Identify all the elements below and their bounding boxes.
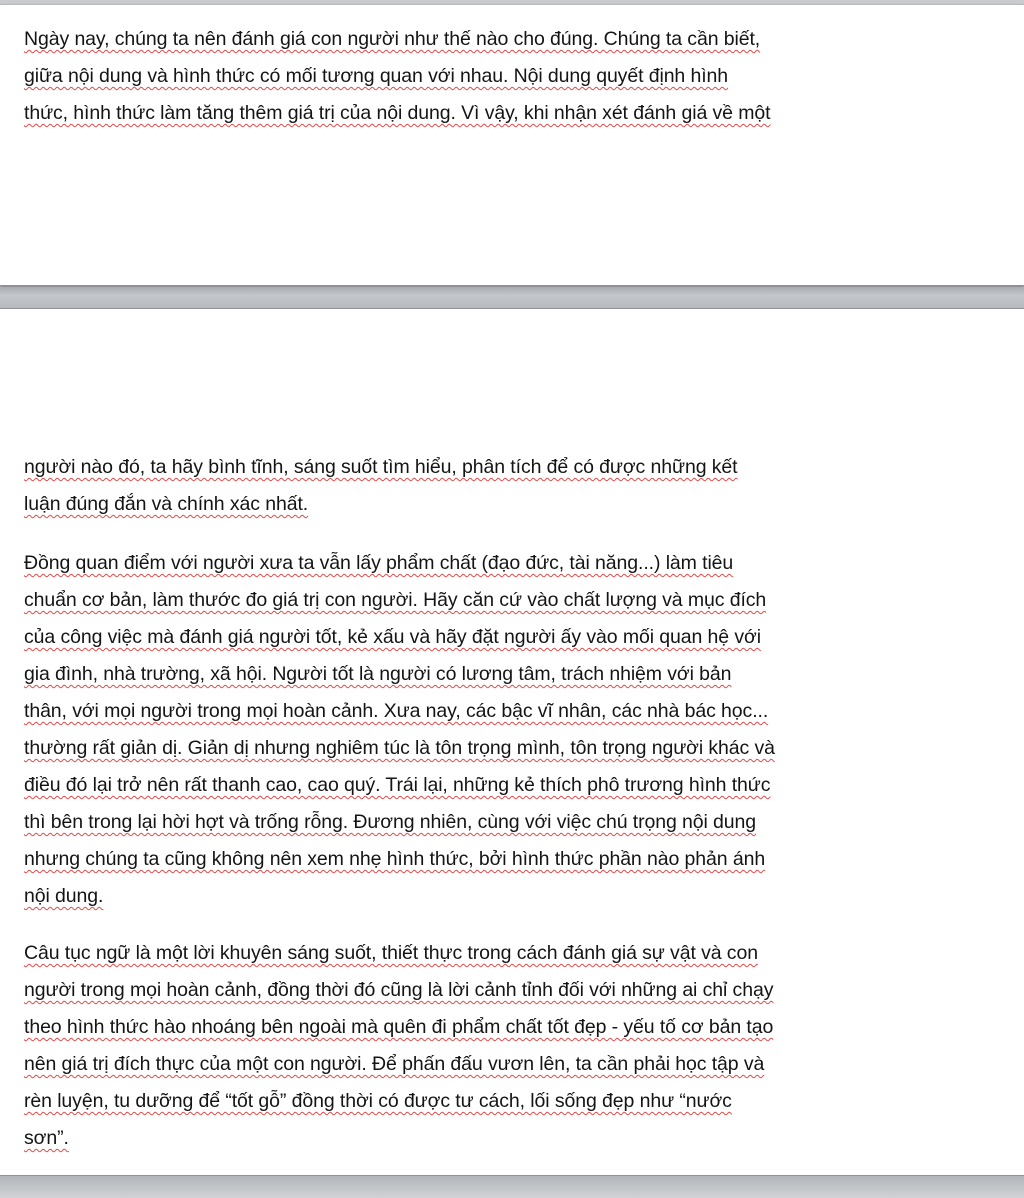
page-bottom-gap (0, 1176, 1024, 1198)
text-line[interactable]: Ngày nay, chúng ta nên đánh giá con người như thế nào cho đúng. Chúng ta cần biết, (24, 28, 761, 50)
text-line[interactable]: Đồng quan điểm với người xưa ta vẫn lấy phẩm chất (đạo đức, tài năng...) làm tiêu (24, 552, 734, 574)
document-page-1[interactable] (0, 4, 1024, 286)
text-line[interactable]: người trong mọi hoàn cảnh, đồng thời đó cũng là lời cảnh tỉnh đối với những ai chỉ chạy (24, 979, 774, 1001)
text-line[interactable]: của công việc mà đánh giá người tốt, kẻ xấu và hãy đặt người ấy vào mối quan hệ với (24, 626, 761, 648)
text-line[interactable]: thường rất giản dị. Giản dị nhưng nghiêm túc là tôn trọng mình, tôn trọng người khác và (24, 737, 775, 759)
text-line[interactable]: nên giá trị đích thực của một con người. Để phấn đấu vươn lên, ta cần phải học tập và (24, 1053, 765, 1075)
text-line[interactable]: điều đó lại trở nên rất thanh cao, cao quý. Trái lại, những kẻ thích phô trương hình thức (24, 774, 771, 796)
text-line[interactable]: thức, hình thức làm tăng thêm giá trị của nội dung. Vì vậy, khi nhận xét đánh giá về một (24, 102, 771, 124)
paragraph-3[interactable] (24, 935, 924, 1157)
text-line[interactable]: thân, với mọi người trong mọi hoàn cảnh. Xưa nay, các bậc vĩ nhân, các nhà bác học... (24, 700, 769, 722)
page-break-gap (0, 287, 1024, 308)
paragraph-1[interactable] (24, 449, 924, 523)
text-line[interactable]: gia đình, nhà trường, xã hội. Người tốt là người có lương tâm, trách nhiệm với bản (24, 663, 732, 685)
text-line[interactable]: chuẩn cơ bản, làm thước đo giá trị con người. Hãy căn cứ vào chất lượng và mục đích (24, 589, 767, 611)
text-line[interactable]: luận đúng đắn và chính xác nhất. (24, 493, 309, 515)
text-line[interactable]: Câu tục ngữ là một lời khuyên sáng suốt, thiết thực trong cách đánh giá sự vật và con (24, 942, 758, 964)
text-line[interactable]: thì bên trong lại hời hợt và trống rỗng. Đương nhiên, cùng với việc chú trọng nội dung (24, 811, 757, 833)
page-1-text[interactable] (24, 21, 924, 132)
text-line[interactable]: nhưng chúng ta cũng không nên xem nhẹ hình thức, bởi hình thức phần nào phản ánh (24, 848, 766, 870)
text-line[interactable]: theo hình thức hào nhoáng bên ngoài mà quên đi phẩm chất tốt đẹp - yếu tố cơ bản tạo (24, 1016, 774, 1038)
text-line[interactable]: nội dung. (24, 885, 104, 907)
text-line[interactable]: rèn luyện, tu dưỡng để “tốt gỗ” đồng thời có được tư cách, lối sống đẹp như “nước (24, 1090, 732, 1112)
text-line[interactable]: giữa nội dung và hình thức có mối tương quan với nhau. Nội dung quyết định hình (24, 65, 729, 87)
text-line[interactable]: người nào đó, ta hãy bình tĩnh, sáng suốt tìm hiểu, phân tích để có được những kết (24, 456, 738, 478)
paragraph-2[interactable] (24, 545, 924, 915)
text-line[interactable]: sơn”. (24, 1127, 69, 1149)
